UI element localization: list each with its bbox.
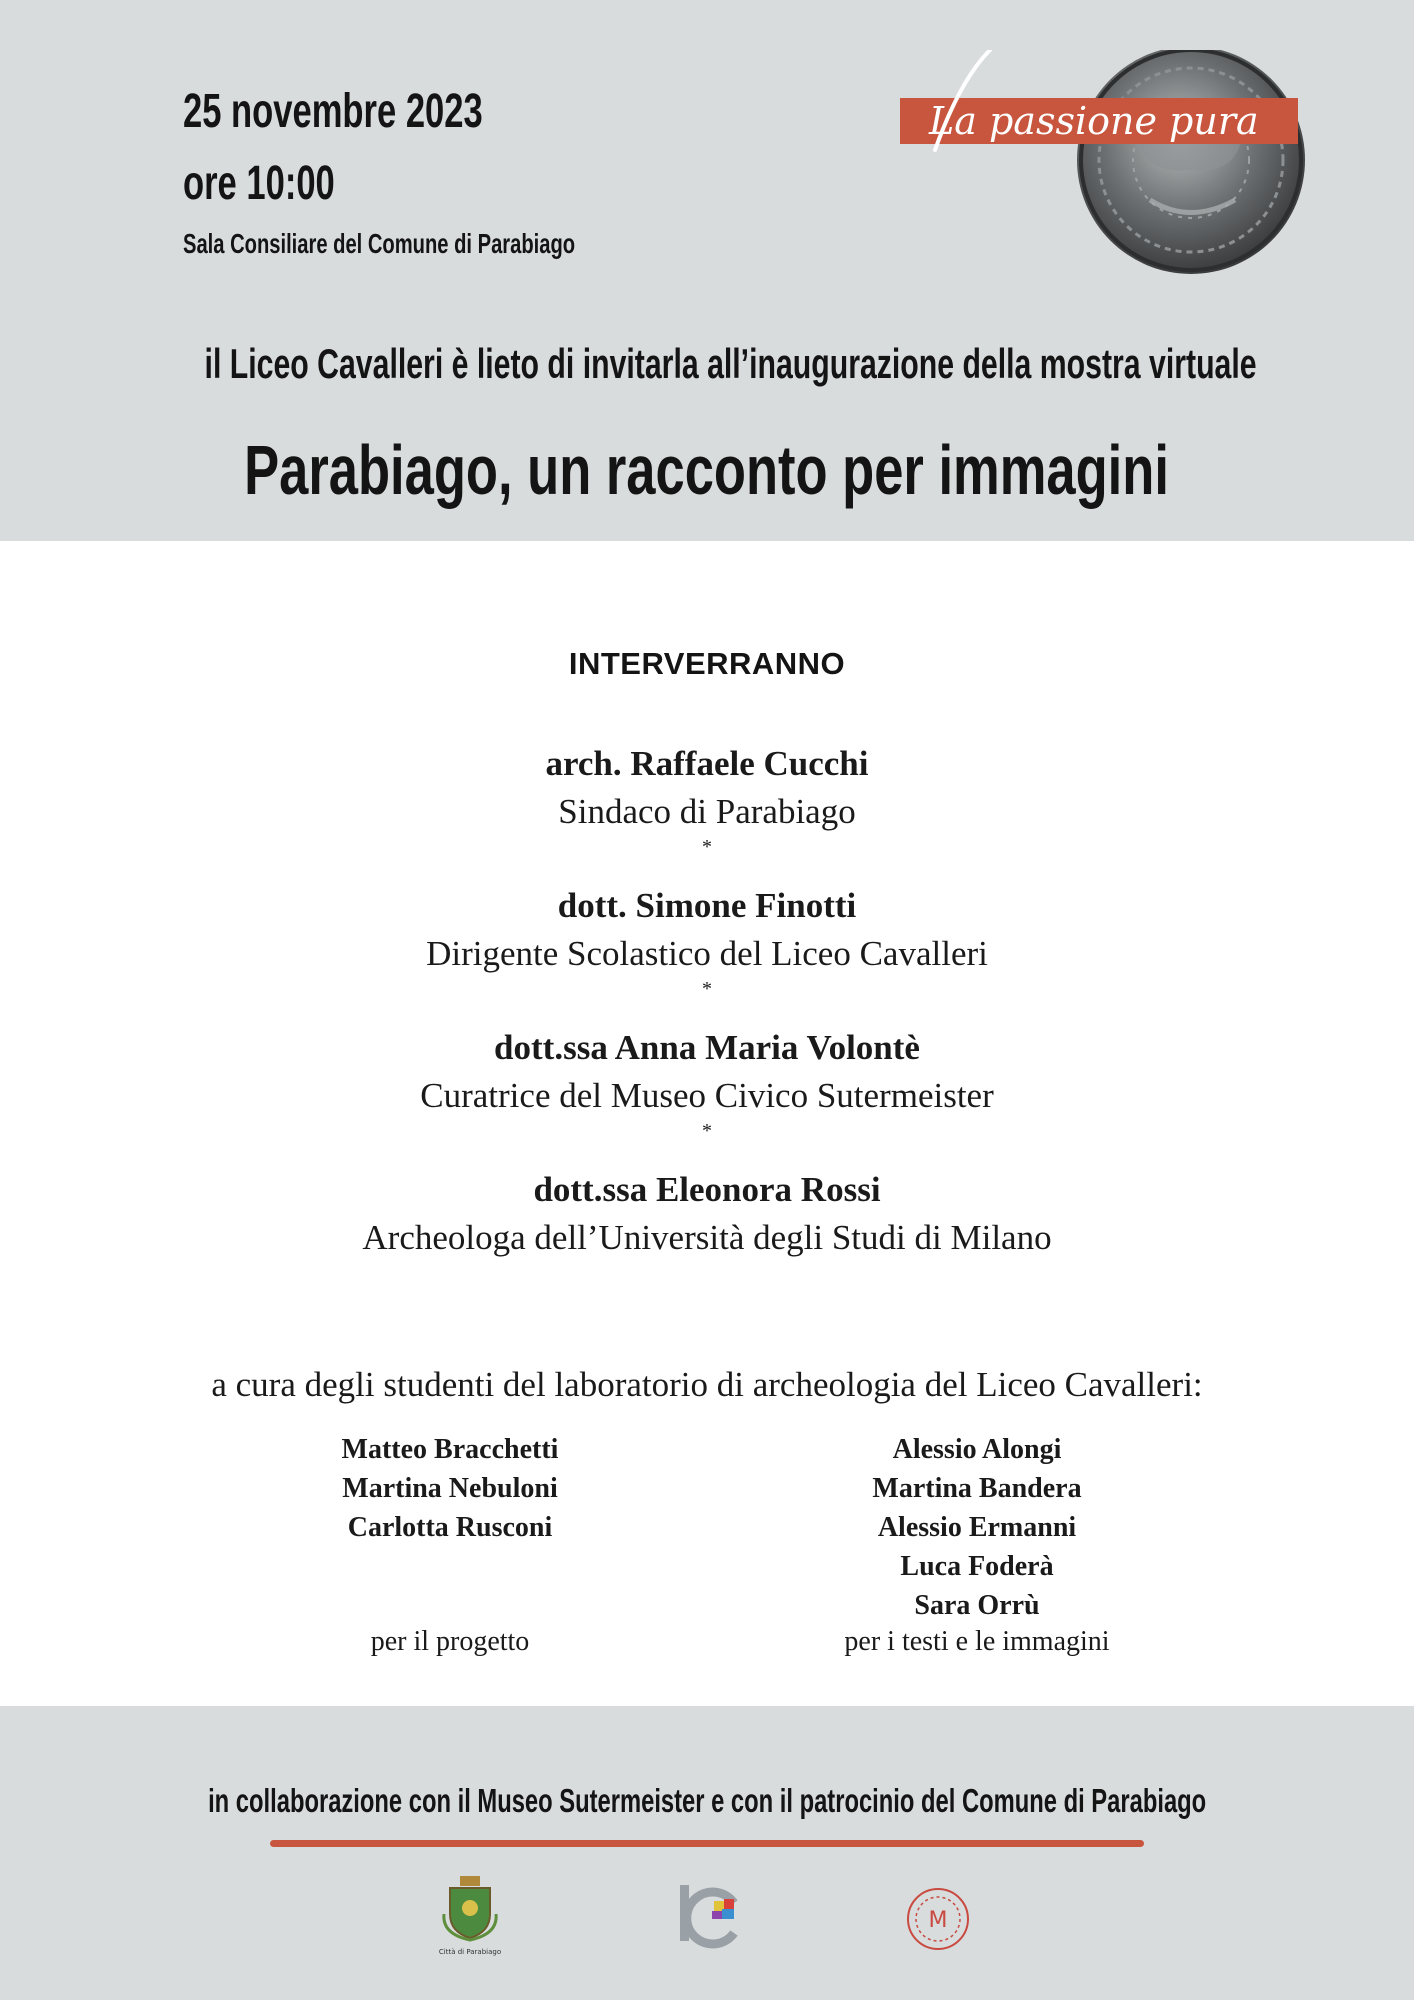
separator-star: * bbox=[702, 836, 712, 858]
speaker-role: Sindaco di Parabiago bbox=[558, 792, 856, 831]
student-name: Martina Nebuloni bbox=[342, 1473, 558, 1504]
collaboration-row bbox=[0, 1782, 1414, 1820]
student-name: Luca Foderà bbox=[900, 1551, 1054, 1582]
speaker-role: Curatrice del Museo Civico Sutermeister bbox=[420, 1076, 994, 1115]
credits-column-right bbox=[727, 1430, 1227, 1657]
speaker-role: Dirigente Scolastico del Liceo Cavalleri bbox=[426, 934, 988, 973]
invite-line: il Liceo Cavalleri è lieto di invitarla all’inaugurazione della mostra virtuale bbox=[204, 340, 1257, 387]
speaker-name: dott.ssa Anna Maria Volontè bbox=[494, 1028, 920, 1067]
column-caption: per i testi e le immagini bbox=[844, 1626, 1110, 1657]
student-name: Alessio Ermanni bbox=[877, 1512, 1077, 1543]
separator-star: * bbox=[702, 978, 712, 1000]
accent-rule bbox=[270, 1840, 1144, 1847]
credits-column-left bbox=[200, 1430, 700, 1657]
speakers-list bbox=[0, 740, 1414, 1262]
badge-text: La passione pura bbox=[929, 99, 1259, 143]
student-name: Carlotta Rusconi bbox=[347, 1512, 553, 1543]
column-caption: per il progetto bbox=[370, 1626, 530, 1657]
exhibit-title-row bbox=[0, 430, 1414, 510]
speaker-name: dott. Simone Finotti bbox=[557, 886, 857, 925]
museo-logo-letter: M bbox=[928, 1908, 948, 1933]
comune-logo-caption: Città di Parabiago bbox=[438, 1948, 502, 1956]
speaker-name: dott.ssa Eleonora Rossi bbox=[533, 1170, 881, 1209]
event-time: ore 10:00 bbox=[183, 157, 335, 210]
header-band bbox=[0, 0, 1414, 541]
speakers-heading: INTERVERRANNO bbox=[568, 646, 846, 681]
collaboration-text: in collaborazione con il Museo Sutermeister e con il patrocinio del Comune di Parabiago bbox=[207, 1782, 1207, 1819]
footer-band bbox=[0, 1706, 1414, 2000]
speaker-role: Archeologa dell’Università degli Studi di Milano bbox=[362, 1218, 1052, 1257]
student-name: Alessio Alongi bbox=[892, 1434, 1062, 1465]
museo-sutermeister-logo-icon bbox=[905, 1886, 971, 1952]
student-name: Sara Orrù bbox=[914, 1590, 1040, 1621]
invite-line-row bbox=[0, 340, 1414, 388]
credits-intro: a cura degli studenti del laboratorio di archeologia del Liceo Cavalleri: bbox=[211, 1365, 1203, 1404]
exhibit-title: Parabiago, un racconto per immagini bbox=[244, 431, 1170, 509]
passione-pura-logo bbox=[895, 50, 1315, 300]
comune-parabiago-crest-icon bbox=[438, 1874, 502, 1958]
separator-star: * bbox=[702, 1120, 712, 1142]
liceo-cavalleri-logo-icon bbox=[676, 1881, 746, 1951]
event-venue: Sala Consiliare del Comune di Parabiago bbox=[183, 228, 576, 259]
student-name: Martina Bandera bbox=[872, 1473, 1082, 1504]
speaker-name: arch. Raffaele Cucchi bbox=[545, 744, 869, 783]
patera-coin-icon bbox=[1077, 50, 1305, 274]
event-date: 25 novembre 2023 bbox=[183, 85, 483, 138]
student-name: Matteo Bracchetti bbox=[341, 1434, 559, 1465]
